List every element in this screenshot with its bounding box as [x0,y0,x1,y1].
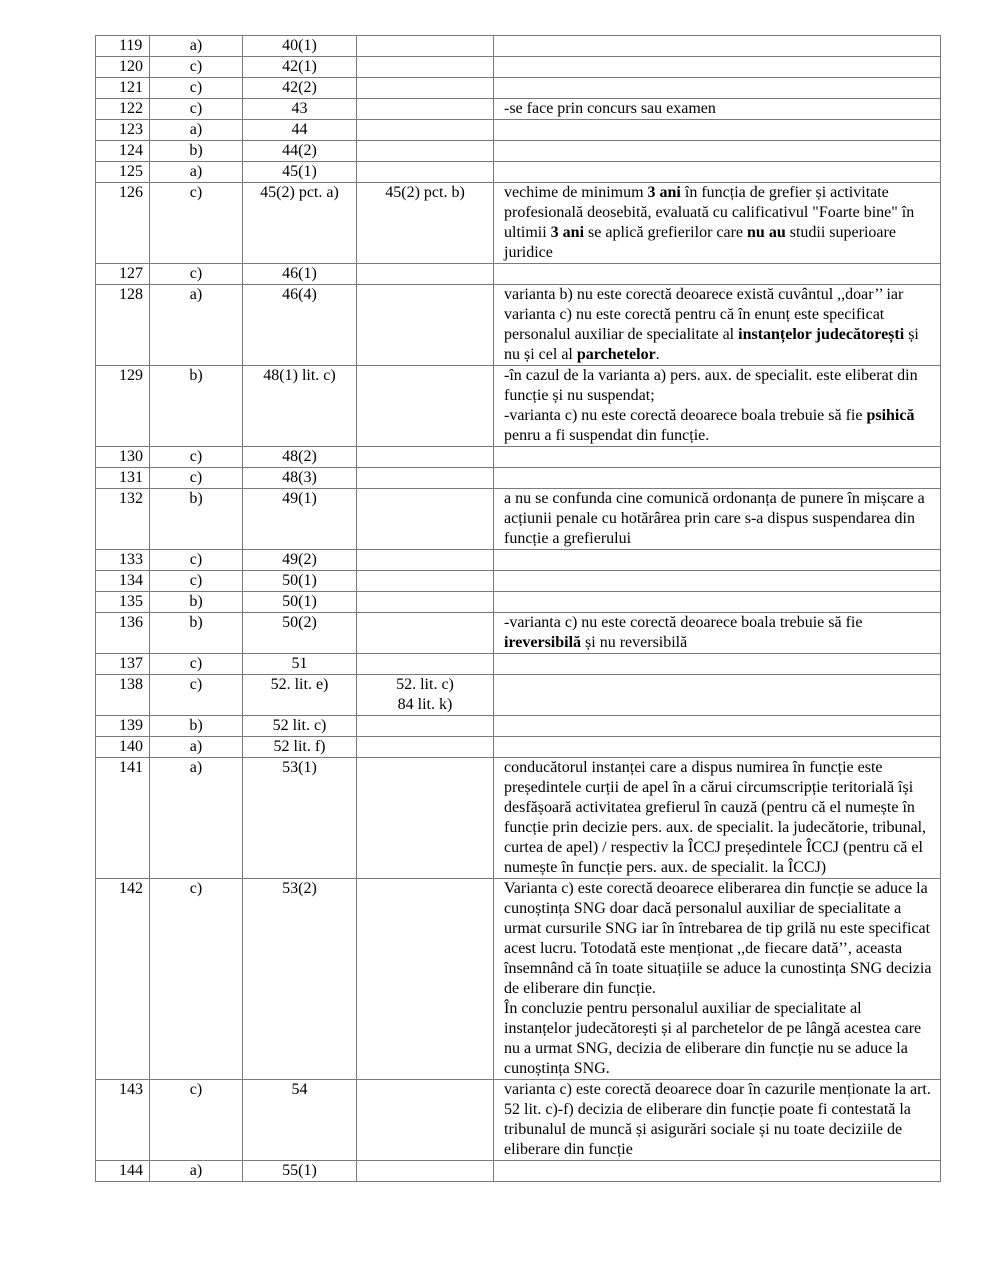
question-number-cell [96,183,150,264]
explanation-cell [494,571,941,592]
answer-text: b) [189,614,203,631]
secondary-article-cell [357,550,494,571]
secondary-article-cell [357,758,494,879]
secondary-article-cell [357,716,494,737]
question-number-text: 140 [119,738,143,755]
article-cell [243,264,357,285]
article-cell [243,675,357,716]
explanation-emphasis: ireversibilă [504,634,582,651]
article-cell [243,758,357,879]
answer-text: c) [189,469,203,486]
secondary-article-cell [357,99,494,120]
explanation-text: -varianta c) nu este corectă deoarece boala trebuie să fie [504,407,867,424]
explanation-text: -varianta c) nu este corectă deoarece boala trebuie să fie [504,614,863,631]
table-row [96,592,941,613]
explanation-cell [494,592,941,613]
explanation-cell [494,613,941,654]
secondary-article-cell [357,571,494,592]
explanation-text: -se face prin concurs sau examen [504,100,716,117]
question-number-text: 123 [119,121,143,138]
article-cell [243,183,357,264]
question-number-text: 130 [119,448,143,465]
article-cell [243,120,357,141]
answer-text: c) [189,58,203,75]
table-row [96,675,941,716]
question-number-text: 122 [119,100,143,117]
secondary-article-cell [357,57,494,78]
question-number-cell [96,120,150,141]
question-number-text: 136 [119,614,143,631]
secondary-article-cell [357,285,494,366]
explanation-cell [494,264,941,285]
article-cell [243,285,357,366]
article-text: 54 [291,1081,308,1098]
article-text: 45(2) pct. a) [260,184,339,201]
explanation-cell [494,57,941,78]
explanation-text: În concluzie pentru personalul auxiliar de specialitate al instanțelor judecătorești și al parchetelor de pe lângă acestea care nu a urmat SNG, decizia de eliberare din funcție nu se aduce la cunoștința SNG. [504,1000,922,1077]
explanation-cell [494,1161,941,1182]
question-number-cell [96,99,150,120]
question-number-text: 139 [119,717,143,734]
explanation-emphasis: parchetelor [576,346,656,363]
article-text: 43 [291,100,308,117]
answer-text: a) [189,121,203,138]
answer-text: b) [189,593,203,610]
explanation-text: conducătorul instanței care a dispus numirea în funcție este președintele curții de apel în a cărui circumscripție teritorială își desfășoară activitatea grefierul în cauză (pentru că el numește în funcție prin decizie pers. aux. de specialit. la judecătorie, tribunal, curtea de apel) / respectiv la ÎCCJ președintele ÎCCJ (pentru că el numește în funcție pers. aux. de specialit. la ÎCCJ) [504,759,927,876]
explanation-text: în funcția de grefier și activitate profesională deosebită, evaluată cu calificativul "Foarte bine" în ultimii [504,184,915,241]
article-cell [243,489,357,550]
question-number-cell [96,162,150,183]
question-number-text: 141 [119,759,143,776]
explanation-cell [494,36,941,57]
question-number-cell [96,550,150,571]
explanation-emphasis: 3 ani [647,184,681,201]
answer-text: c) [189,265,203,282]
article-text: 49(2) [282,551,317,568]
answer-cell [150,571,243,592]
explanation-cell [494,489,941,550]
explanation-cell [494,716,941,737]
table-row [96,183,941,264]
question-number-cell [96,737,150,758]
answer-cell [150,1161,243,1182]
article-text: 50(1) [282,572,317,589]
answer-text: c) [189,1081,203,1098]
explanation-cell [494,675,941,716]
article-text: 44(2) [282,142,317,159]
secondary-article-cell [357,737,494,758]
secondary-article-cell [357,162,494,183]
article-cell [243,613,357,654]
explanation-text: studii superioare juridice [504,224,896,261]
answer-text: c) [189,676,203,693]
article-cell [243,78,357,99]
answer-cell [150,264,243,285]
answer-cell [150,447,243,468]
answer-cell [150,162,243,183]
explanation-cell [494,285,941,366]
article-text: 52. lit. e) [270,676,329,693]
table-row [96,571,941,592]
question-number-cell [96,285,150,366]
secondary-article-cell [357,879,494,1080]
table-row [96,36,941,57]
question-number-cell [96,489,150,550]
answer-cell [150,99,243,120]
secondary-article-cell [357,264,494,285]
answer-cell [150,737,243,758]
article-text: 40(1) [282,37,317,54]
answer-text: c) [189,100,203,117]
answer-text: c) [189,880,203,897]
answer-cell [150,758,243,879]
answer-text: a) [189,1162,203,1179]
answer-cell [150,592,243,613]
article-text: 49(1) [282,490,317,507]
answer-cell [150,366,243,447]
explanation-emphasis: 3 ani [550,224,585,241]
answer-cell [150,489,243,550]
explanation-cell [494,78,941,99]
answer-cell [150,36,243,57]
answer-text: b) [189,717,203,734]
article-text: 45(1) [282,163,317,180]
question-number-cell [96,36,150,57]
table-row [96,57,941,78]
table-row [96,366,941,447]
answer-cell [150,716,243,737]
article-cell [243,468,357,489]
article-text: 46(1) [282,265,317,282]
answer-key-body [96,36,941,1182]
answer-cell [150,654,243,675]
answer-cell [150,78,243,99]
table-row [96,1080,941,1161]
explanation-text: Varianta c) este corectă deoarece eliberarea din funcție se aduce la cunoștința SNG doar dacă personalul auxiliar de specialitate a urmat cursurile SNG iar în întrebarea de tip grilă nu este specificat acest lucru. Totodată este menționat ,,de fiecare dată’’, aceasta însemnând că în toate situațiile se aduce la cunostința SNG decizia de eliberare din funcție. [504,880,932,997]
secondary-article-cell [357,1161,494,1182]
secondary-article-cell [357,613,494,654]
explanation-emphasis: nu au [747,224,786,241]
question-number-cell [96,1080,150,1161]
secondary-article-cell [357,592,494,613]
table-row [96,120,941,141]
question-number-cell [96,57,150,78]
article-text: 50(1) [282,593,317,610]
secondary-article-cell [357,1080,494,1161]
explanation-text: penru a fi suspendat din funcție. [504,427,710,444]
article-cell [243,1080,357,1161]
answer-cell [150,120,243,141]
question-number-text: 135 [119,593,143,610]
article-cell [243,99,357,120]
explanation-cell [494,879,941,1080]
table-row [96,447,941,468]
article-cell [243,571,357,592]
answer-text: b) [189,142,203,159]
question-number-cell [96,716,150,737]
answer-text: a) [189,286,203,303]
question-number-text: 128 [119,286,143,303]
article-text: 50(2) [282,614,317,631]
answer-text: c) [189,655,203,672]
article-cell [243,550,357,571]
question-number-text: 133 [119,551,143,568]
answer-text: a) [189,759,203,776]
question-number-text: 120 [119,58,143,75]
answer-cell [150,675,243,716]
answer-cell [150,183,243,264]
question-number-cell [96,78,150,99]
question-number-cell [96,264,150,285]
secondary-article-cell [357,36,494,57]
article-text: 48(3) [282,469,317,486]
explanation-emphasis: psihică [866,407,915,424]
explanation-text: a nu se confunda cine comunică ordonanța de punere în mișcare a acțiunii penale cu hotărârea prin care s-a dispus suspendarea din funcție a grefierului [504,490,925,547]
question-number-cell [96,1161,150,1182]
table-row [96,716,941,737]
article-text: 51 [291,655,308,672]
explanation-text: se aplică grefierilor care [584,224,748,241]
answer-text: a) [189,738,203,755]
table-row [96,654,941,675]
explanation-cell [494,737,941,758]
question-number-text: 126 [119,184,143,201]
answer-text: a) [189,163,203,180]
article-text: 48(1) lit. c) [263,367,336,384]
answer-text: c) [189,79,203,96]
article-text: 42(1) [282,58,317,75]
secondary-article-cell [357,675,494,716]
answer-text: c) [189,448,203,465]
article-text: 55(1) [282,1162,317,1179]
explanation-cell [494,120,941,141]
explanation-cell [494,1080,941,1161]
explanation-cell [494,162,941,183]
table-row [96,613,941,654]
secondary-article-cell [357,141,494,162]
article-text: 46(4) [282,286,317,303]
explanation-cell [494,99,941,120]
table-row [96,78,941,99]
table-row [96,285,941,366]
answer-cell [150,285,243,366]
question-number-text: 129 [119,367,143,384]
question-number-cell [96,592,150,613]
question-number-cell [96,468,150,489]
explanation-cell [494,468,941,489]
question-number-text: 132 [119,490,143,507]
table-row [96,468,941,489]
table-row [96,141,941,162]
secondary-article-cell [357,489,494,550]
explanation-cell [494,366,941,447]
secondary-article-cell [357,366,494,447]
explanation-text: vechime de minimum [504,184,648,201]
table-row [96,758,941,879]
table-row [96,162,941,183]
question-number-text: 127 [119,265,143,282]
question-number-cell [96,654,150,675]
answer-cell [150,613,243,654]
article-cell [243,141,357,162]
article-cell [243,57,357,78]
explanation-cell [494,550,941,571]
table-row [96,99,941,120]
answer-cell [150,550,243,571]
answer-text: c) [189,184,203,201]
article-cell [243,737,357,758]
question-number-text: 137 [119,655,143,672]
explanation-cell [494,141,941,162]
table-row [96,264,941,285]
table-row [96,879,941,1080]
secondary-article-text: 52. lit. c) [396,676,454,693]
article-text: 52 lit. c) [272,717,327,734]
article-cell [243,592,357,613]
question-number-text: 143 [119,1081,143,1098]
article-cell [243,716,357,737]
question-number-text: 121 [119,79,143,96]
article-text: 48(2) [282,448,317,465]
answer-cell [150,468,243,489]
explanation-text: și nu reversibilă [581,634,688,651]
answer-cell [150,141,243,162]
explanation-text: varianta b) nu este corectă deoarece există cuvântul ,,doar’’ iar varianta c) nu este corectă pentru că în enunț este specificat personalul auxiliar de specialitate al [504,286,904,343]
answer-cell [150,879,243,1080]
question-number-cell [96,879,150,1080]
article-text: 42(2) [282,79,317,96]
explanation-cell [494,654,941,675]
secondary-article-cell [357,183,494,264]
answer-key-table [95,35,941,1182]
question-number-text: 124 [119,142,143,159]
question-number-text: 144 [119,1162,143,1179]
explanation-text: -în cazul de la varianta a) pers. aux. de specialit. este eliberat din funcție și nu suspendat; [504,367,918,404]
answer-text: b) [189,490,203,507]
article-text: 44 [291,121,308,138]
article-text: 53(1) [282,759,317,776]
explanation-emphasis: instanțelor judecătorești [738,326,905,343]
question-number-text: 131 [119,469,143,486]
question-number-text: 142 [119,880,143,897]
question-number-cell [96,447,150,468]
question-number-text: 134 [119,572,143,589]
article-cell [243,654,357,675]
explanation-text: și nu și cel al [504,326,919,363]
article-cell [243,447,357,468]
article-cell [243,1161,357,1182]
explanation-text: . [655,346,660,363]
secondary-article-cell [357,120,494,141]
article-text: 52 lit. f) [273,738,326,755]
secondary-article-cell [357,468,494,489]
answer-cell [150,1080,243,1161]
question-number-cell [96,571,150,592]
explanation-cell [494,183,941,264]
table-row [96,489,941,550]
question-number-cell [96,141,150,162]
question-number-text: 138 [119,676,143,693]
secondary-article-cell [357,78,494,99]
secondary-article-cell [357,654,494,675]
answer-text: c) [189,572,203,589]
explanation-text: varianta c) este corectă deoarece doar în cazurile menționate la art. 52 lit. c)-f) decizia de eliberare din funcție poate fi contestată la tribunalul de muncă și asigurări sociale și nu toate deciziile de eliberare din funcție [504,1081,931,1158]
question-number-cell [96,366,150,447]
explanation-cell [494,758,941,879]
question-number-text: 125 [119,163,143,180]
question-number-cell [96,758,150,879]
answer-text: a) [189,37,203,54]
article-cell [243,879,357,1080]
answer-text: b) [189,367,203,384]
table-row [96,737,941,758]
table-row [96,550,941,571]
article-cell [243,366,357,447]
article-cell [243,36,357,57]
secondary-article-text: 84 lit. k) [397,696,453,713]
question-number-cell [96,613,150,654]
article-cell [243,162,357,183]
table-row [96,1161,941,1182]
question-number-text: 119 [119,37,143,54]
answer-text: c) [189,551,203,568]
explanation-cell [494,447,941,468]
secondary-article-cell [357,447,494,468]
secondary-article-text: 45(2) pct. b) [385,184,465,201]
article-text: 53(2) [282,880,317,897]
question-number-cell [96,675,150,716]
answer-cell [150,57,243,78]
